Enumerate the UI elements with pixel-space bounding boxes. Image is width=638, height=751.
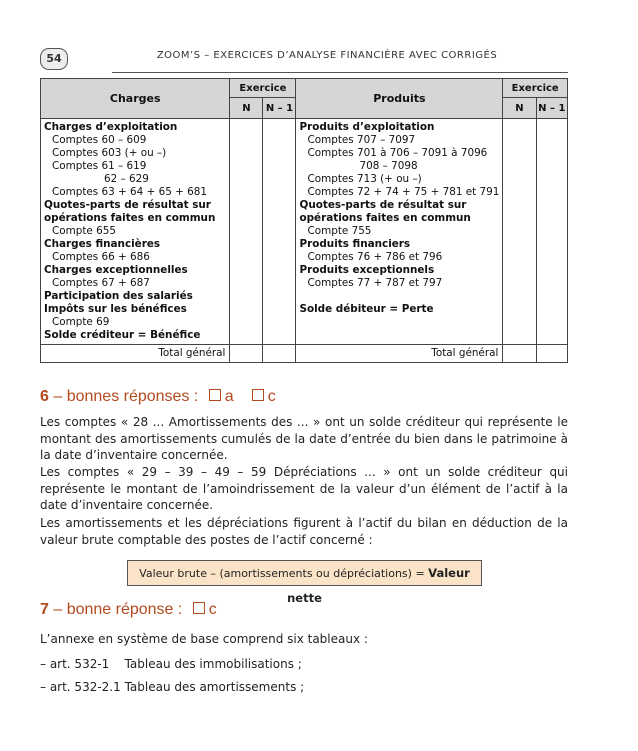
account-line: Comptes 707 – 7097 [307, 134, 416, 146]
charges-n-amount-cell [230, 119, 263, 345]
account-line: Comptes 603 (+ ou –) [52, 147, 167, 159]
exercice-header-charges: Exercice [230, 79, 296, 98]
account-line: Comptes 60 – 609 [52, 134, 147, 146]
account-line: Comptes 67 + 687 [52, 277, 150, 289]
exercice-header-produits: Exercice [503, 79, 568, 98]
list-item: – art. 532-2.1 Tableau des amortissements ; [40, 680, 305, 694]
produits-header: Produits [296, 79, 503, 119]
col-n-produits: N [503, 98, 536, 119]
answer-c-7: c [208, 601, 217, 618]
account-line: Solde débiteur = Perte [299, 303, 434, 315]
produits-total-n [503, 345, 536, 363]
account-line: Comptes 63 + 64 + 65 + 681 [52, 186, 207, 198]
page-header [40, 48, 568, 72]
account-line: Produits financiers [299, 238, 411, 250]
col-n1-charges: N – 1 [263, 98, 296, 119]
charges-total-label: Total général [41, 345, 230, 363]
account-line: opérations faites en commun [44, 212, 216, 224]
charges-accounts-cell [41, 119, 230, 345]
section-7-title [40, 601, 217, 619]
account-line: Comptes 77 + 787 et 797 [307, 277, 443, 289]
list-item: – art. 532-1 Tableau des immobilisations ; [40, 657, 302, 671]
account-line: Impôts sur les bénéfices [44, 303, 187, 315]
account-line: Charges exceptionnelles [44, 264, 188, 276]
produits-accounts-cell [296, 119, 503, 345]
answer-a: a [224, 388, 234, 405]
net-value-formula-box [127, 560, 482, 605]
section-6-number: 6 [40, 388, 49, 405]
account-line: Comptes 66 + 686 [52, 251, 150, 263]
section-6-paragraph-2: Les comptes « 29 – 39 – 49 – 59 Dépréciations ... » ont un solde créditeur qui représente le montant de l’amoindrissement de la valeur d’un élément de l’actif à la date d’inventaire concernée. [40, 465, 568, 512]
section-7-title-text: – bonne réponse : [48, 601, 187, 618]
produits-total-label: Total général [296, 345, 503, 363]
checkbox-icon [209, 389, 221, 401]
produits-n1-amount-cell [536, 119, 567, 345]
header-rule [112, 72, 568, 73]
account-line: opérations faites en commun [299, 212, 471, 224]
account-line: Comptes 701 à 706 – 7091 à 7096 [307, 147, 488, 159]
account-line [299, 290, 499, 303]
account-line: Produits d’exploitation [299, 121, 435, 133]
page-number-badge: 54 [40, 48, 68, 70]
section-6-title [40, 388, 276, 406]
charges-header: Charges [41, 79, 230, 119]
account-line: Solde créditeur = Bénéfice [44, 329, 201, 341]
account-line: 708 – 7098 [359, 160, 418, 172]
account-line: Compte 69 [52, 316, 110, 328]
checkbox-icon [252, 389, 264, 401]
formula-text: Valeur brute – (amortissements ou dépréciations) = [139, 567, 429, 580]
col-n-charges: N [230, 98, 263, 119]
section-7-number: 7 [40, 601, 49, 618]
account-line: Comptes 61 – 619 [52, 160, 147, 172]
account-line: Quotes-parts de résultat sur [44, 199, 211, 211]
account-line: Comptes 76 + 786 et 796 [307, 251, 443, 263]
account-line: Comptes 72 + 74 + 75 + 781 et 791 [307, 186, 500, 198]
account-line: Participation des salariés [44, 290, 193, 302]
account-line: 62 – 629 [104, 173, 149, 185]
section-6-paragraph-3: Les amortissements et les dépréciations figurent à l’actif du bilan en déduction de la valeur brute comptable des postes de l’actif concerné : [40, 516, 568, 547]
section-6-title-text: – bonnes réponses : [48, 388, 203, 405]
charges-n1-amount-cell [263, 119, 296, 345]
produits-n-amount-cell [503, 119, 536, 345]
account-line: Produits exceptionnels [299, 264, 435, 276]
account-line: Quotes-parts de résultat sur [299, 199, 467, 211]
answer-c: c [267, 388, 276, 405]
account-line: Charges financières [44, 238, 161, 250]
account-line: Comptes 713 (+ ou –) [307, 173, 422, 185]
account-line: Compte 755 [307, 225, 372, 237]
formula-result: Valeur nette [287, 566, 470, 605]
account-line: Charges d’exploitation [44, 121, 178, 133]
income-statement-table [40, 78, 568, 363]
section-6-paragraph-1: Les comptes « 28 ... Amortissements des ... » ont un solde créditeur qui représente le montant des amortissements cumulés de la date d’entrée du bien dans le patrimoine à la date d’inventaire concernée. [40, 415, 568, 462]
checkbox-icon [193, 602, 205, 614]
charges-total-n1 [263, 345, 296, 363]
account-line: Compte 655 [52, 225, 116, 237]
produits-total-n1 [536, 345, 567, 363]
col-n1-produits: N – 1 [536, 98, 567, 119]
section-7-intro: L’annexe en système de base comprend six tableaux : [40, 632, 368, 646]
charges-total-n [230, 345, 263, 363]
running-title: ZOOM’S – EXERCICES D’ANALYSE FINANCIÈRE AVEC CORRIGÉS [156, 50, 498, 61]
